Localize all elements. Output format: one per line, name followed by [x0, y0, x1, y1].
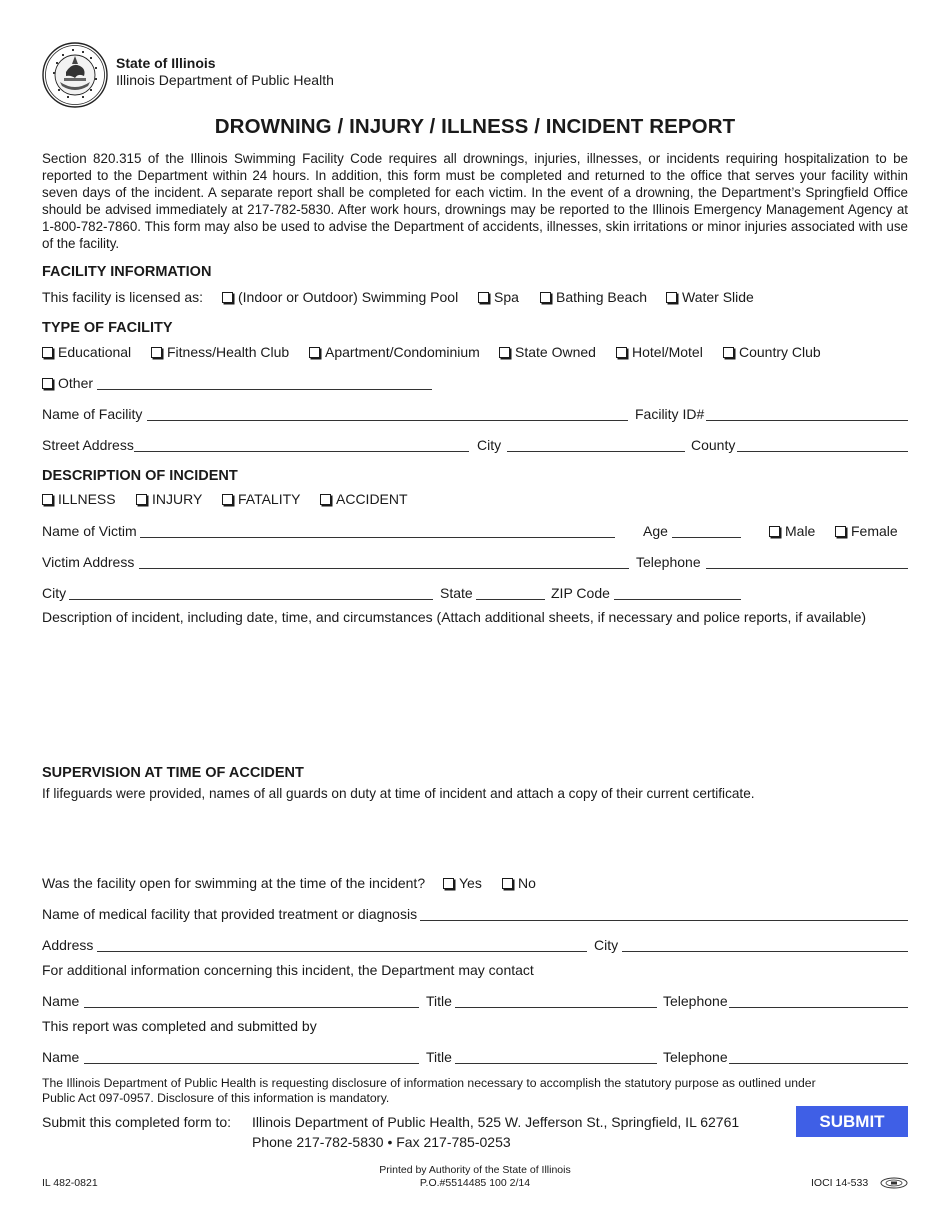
license-water-slide-option[interactable]: Water Slide — [666, 289, 754, 305]
victim-zip-field[interactable] — [614, 586, 741, 600]
submit-button[interactable]: SUBMIT — [796, 1106, 908, 1137]
supervision-instructions: If lifeguards were provided, names of all guards on duty at time of incident and attach a copy of their current certificate. — [42, 786, 755, 801]
medical-city-field[interactable] — [622, 938, 908, 952]
submitter-title-field[interactable] — [455, 1050, 657, 1064]
type-apartment-option[interactable]: Apartment/Condominium — [309, 344, 480, 360]
victim-male-option[interactable]: Male — [769, 523, 815, 539]
intro-paragraph: Section 820.315 of the Illinois Swimming Facility Code requires all drownings, injuries, illnesses, or incidents requiring hospitalization to be reported to the Department within 24 hours. In addition, this form must be completed and returned to the office that serves your facility within seven days of the incident. A separate report shall be completed for each victim. In the event of a drowning, the Department’s Springfield Office should be advised immediately at 217-782-5830. After work hours, drownings may be reported to the Illinois Emergency Management Agency at 1-800-782-7860. This form may also be used to advise the Department of accidents, illnesses, skin irritations or minor injuries associated with use of the facility. — [42, 151, 908, 251]
contact-title-field[interactable] — [455, 994, 657, 1008]
facility-open-no-option[interactable]: No — [502, 875, 536, 891]
contact-title-label: Title — [426, 993, 452, 1009]
checkbox[interactable] — [443, 878, 454, 889]
incident-accident-option[interactable]: ACCIDENT — [320, 491, 408, 507]
county-field[interactable] — [737, 438, 908, 452]
checkbox[interactable] — [42, 347, 53, 358]
victim-female-option[interactable]: Female — [835, 523, 898, 539]
incident-injury-option[interactable]: INJURY — [136, 491, 202, 507]
medical-facility-field[interactable] — [420, 907, 908, 921]
contact-name-field[interactable] — [84, 994, 419, 1008]
victim-address-field[interactable] — [139, 555, 629, 569]
submitter-telephone-label: Telephone — [663, 1049, 728, 1065]
checkbox[interactable] — [723, 347, 734, 358]
po-number: P.O.#5514485 100 2/14 — [419, 1177, 531, 1189]
medical-facility-label: Name of medical facility that provided treatment or diagnosis — [42, 906, 418, 922]
incident-description-area[interactable] — [42, 630, 908, 755]
submitter-name-field[interactable] — [84, 1050, 419, 1064]
form-number: IL 482-0821 — [42, 1177, 98, 1189]
checkbox[interactable] — [478, 292, 489, 303]
age-label: Age — [643, 523, 668, 539]
type-educational-option[interactable]: Educational — [42, 344, 131, 360]
incident-fatality-option[interactable]: FATALITY — [222, 491, 301, 507]
facility-city-label: City — [477, 437, 502, 453]
contact-name-label: Name — [42, 993, 80, 1009]
checkbox[interactable] — [151, 347, 162, 358]
facility-name-label: Name of Facility — [42, 406, 143, 422]
facility-city-field[interactable] — [507, 438, 685, 452]
victim-city-field[interactable] — [69, 586, 433, 600]
contact-instructions: For additional information concerning this incident, the Department may contact — [42, 962, 534, 978]
medical-city-label: City — [594, 937, 619, 953]
submitter-telephone-field[interactable] — [729, 1050, 908, 1064]
type-of-facility-heading: TYPE OF FACILITY — [42, 320, 173, 336]
facility-open-yes-option[interactable]: Yes — [443, 875, 482, 891]
checkbox[interactable] — [42, 494, 53, 505]
submitter-title-label: Title — [426, 1049, 452, 1065]
licensed-as-label: This facility is licensed as: — [42, 289, 204, 305]
facility-id-label: Facility ID# — [635, 406, 705, 422]
county-label: County — [691, 437, 736, 453]
form-title: DROWNING / INJURY / ILLNESS / INCIDENT REPORT — [214, 115, 736, 138]
type-other-option[interactable]: Other — [42, 375, 93, 391]
checkbox[interactable] — [769, 526, 780, 537]
type-state-owned-option[interactable]: State Owned — [499, 344, 596, 360]
age-field[interactable] — [672, 524, 741, 538]
type-fitness-club-option[interactable]: Fitness/Health Club — [151, 344, 289, 360]
license-bathing-beach-option[interactable]: Bathing Beach — [540, 289, 647, 305]
supervision-heading: SUPERVISION AT TIME OF ACCIDENT — [42, 765, 304, 781]
contact-telephone-field[interactable] — [729, 994, 908, 1008]
type-hotel-motel-option[interactable]: Hotel/Motel — [616, 344, 703, 360]
victim-state-field[interactable] — [476, 586, 545, 600]
incident-illness-option[interactable]: ILLNESS — [42, 491, 116, 507]
checkbox[interactable] — [320, 494, 331, 505]
facility-id-field[interactable] — [706, 407, 908, 421]
checkbox[interactable] — [222, 292, 233, 303]
medical-address-field[interactable] — [97, 938, 587, 952]
victim-telephone-label: Telephone — [636, 554, 701, 570]
license-swimming-pool-option[interactable]: (Indoor or Outdoor) Swimming Pool — [222, 289, 458, 305]
checkbox[interactable] — [499, 347, 510, 358]
contact-telephone-label: Telephone — [663, 993, 728, 1009]
victim-city-label: City — [42, 585, 67, 601]
submit-to-label: Submit this completed form to: — [42, 1114, 232, 1130]
facility-open-question: Was the facility open for swimming at the time of the incident? — [42, 875, 426, 891]
ioci-number: IOCI 14-533 — [811, 1177, 869, 1189]
facility-name-field[interactable] — [147, 407, 628, 421]
state-seal-logo — [42, 42, 108, 108]
medical-address-label: Address — [42, 937, 94, 953]
facility-information-heading: FACILITY INFORMATION — [42, 264, 212, 280]
victim-zip-label: ZIP Code — [551, 585, 610, 601]
state-name: State of Illinois — [116, 55, 216, 71]
other-facility-type-field[interactable] — [97, 376, 432, 390]
license-spa-option[interactable]: Spa — [478, 289, 519, 305]
submit-phone-fax: Phone 217-782-5830 • Fax 217-785-0253 — [252, 1134, 511, 1150]
disclosure-notice: The Illinois Department of Public Health is requesting disclosure of information necessary to accomplish the statutory purpose as outlined under Public Act 097-0957. Disclosure of this information is mandatory. — [42, 1076, 816, 1105]
type-country-club-option[interactable]: Country Club — [723, 344, 821, 360]
printed-by-text: Printed by Authority of the State of Illinois — [379, 1164, 571, 1176]
victim-name-label: Name of Victim — [42, 523, 137, 539]
union-bug-icon — [880, 1177, 908, 1189]
checkbox[interactable] — [666, 292, 677, 303]
checkbox[interactable] — [502, 878, 513, 889]
street-address-label: Street Address — [42, 437, 134, 453]
checkbox[interactable] — [136, 494, 147, 505]
victim-name-field[interactable] — [140, 524, 615, 538]
checkbox[interactable] — [616, 347, 627, 358]
checkbox[interactable] — [222, 494, 233, 505]
street-address-field[interactable] — [134, 438, 469, 452]
victim-address-label: Victim Address — [42, 554, 135, 570]
lifeguard-names-area[interactable] — [42, 806, 908, 864]
incident-description-label: Description of incident, including date, time, and circumstances (Attach additional sheets, if necessary and police reports, if available) — [42, 609, 867, 625]
submit-address: Illinois Department of Public Health, 525 W. Jefferson St., Springfield, IL 62761 — [252, 1114, 740, 1130]
department-name: Illinois Department of Public Health — [116, 72, 334, 88]
submitter-name-label: Name — [42, 1049, 80, 1065]
victim-state-label: State — [440, 585, 473, 601]
victim-telephone-field[interactable] — [706, 555, 908, 569]
checkbox[interactable] — [42, 378, 53, 389]
checkbox[interactable] — [309, 347, 320, 358]
description-of-incident-heading: DESCRIPTION OF INCIDENT — [42, 468, 238, 484]
checkbox[interactable] — [540, 292, 551, 303]
submitted-by-text: This report was completed and submitted by — [42, 1018, 317, 1034]
checkbox[interactable] — [835, 526, 846, 537]
